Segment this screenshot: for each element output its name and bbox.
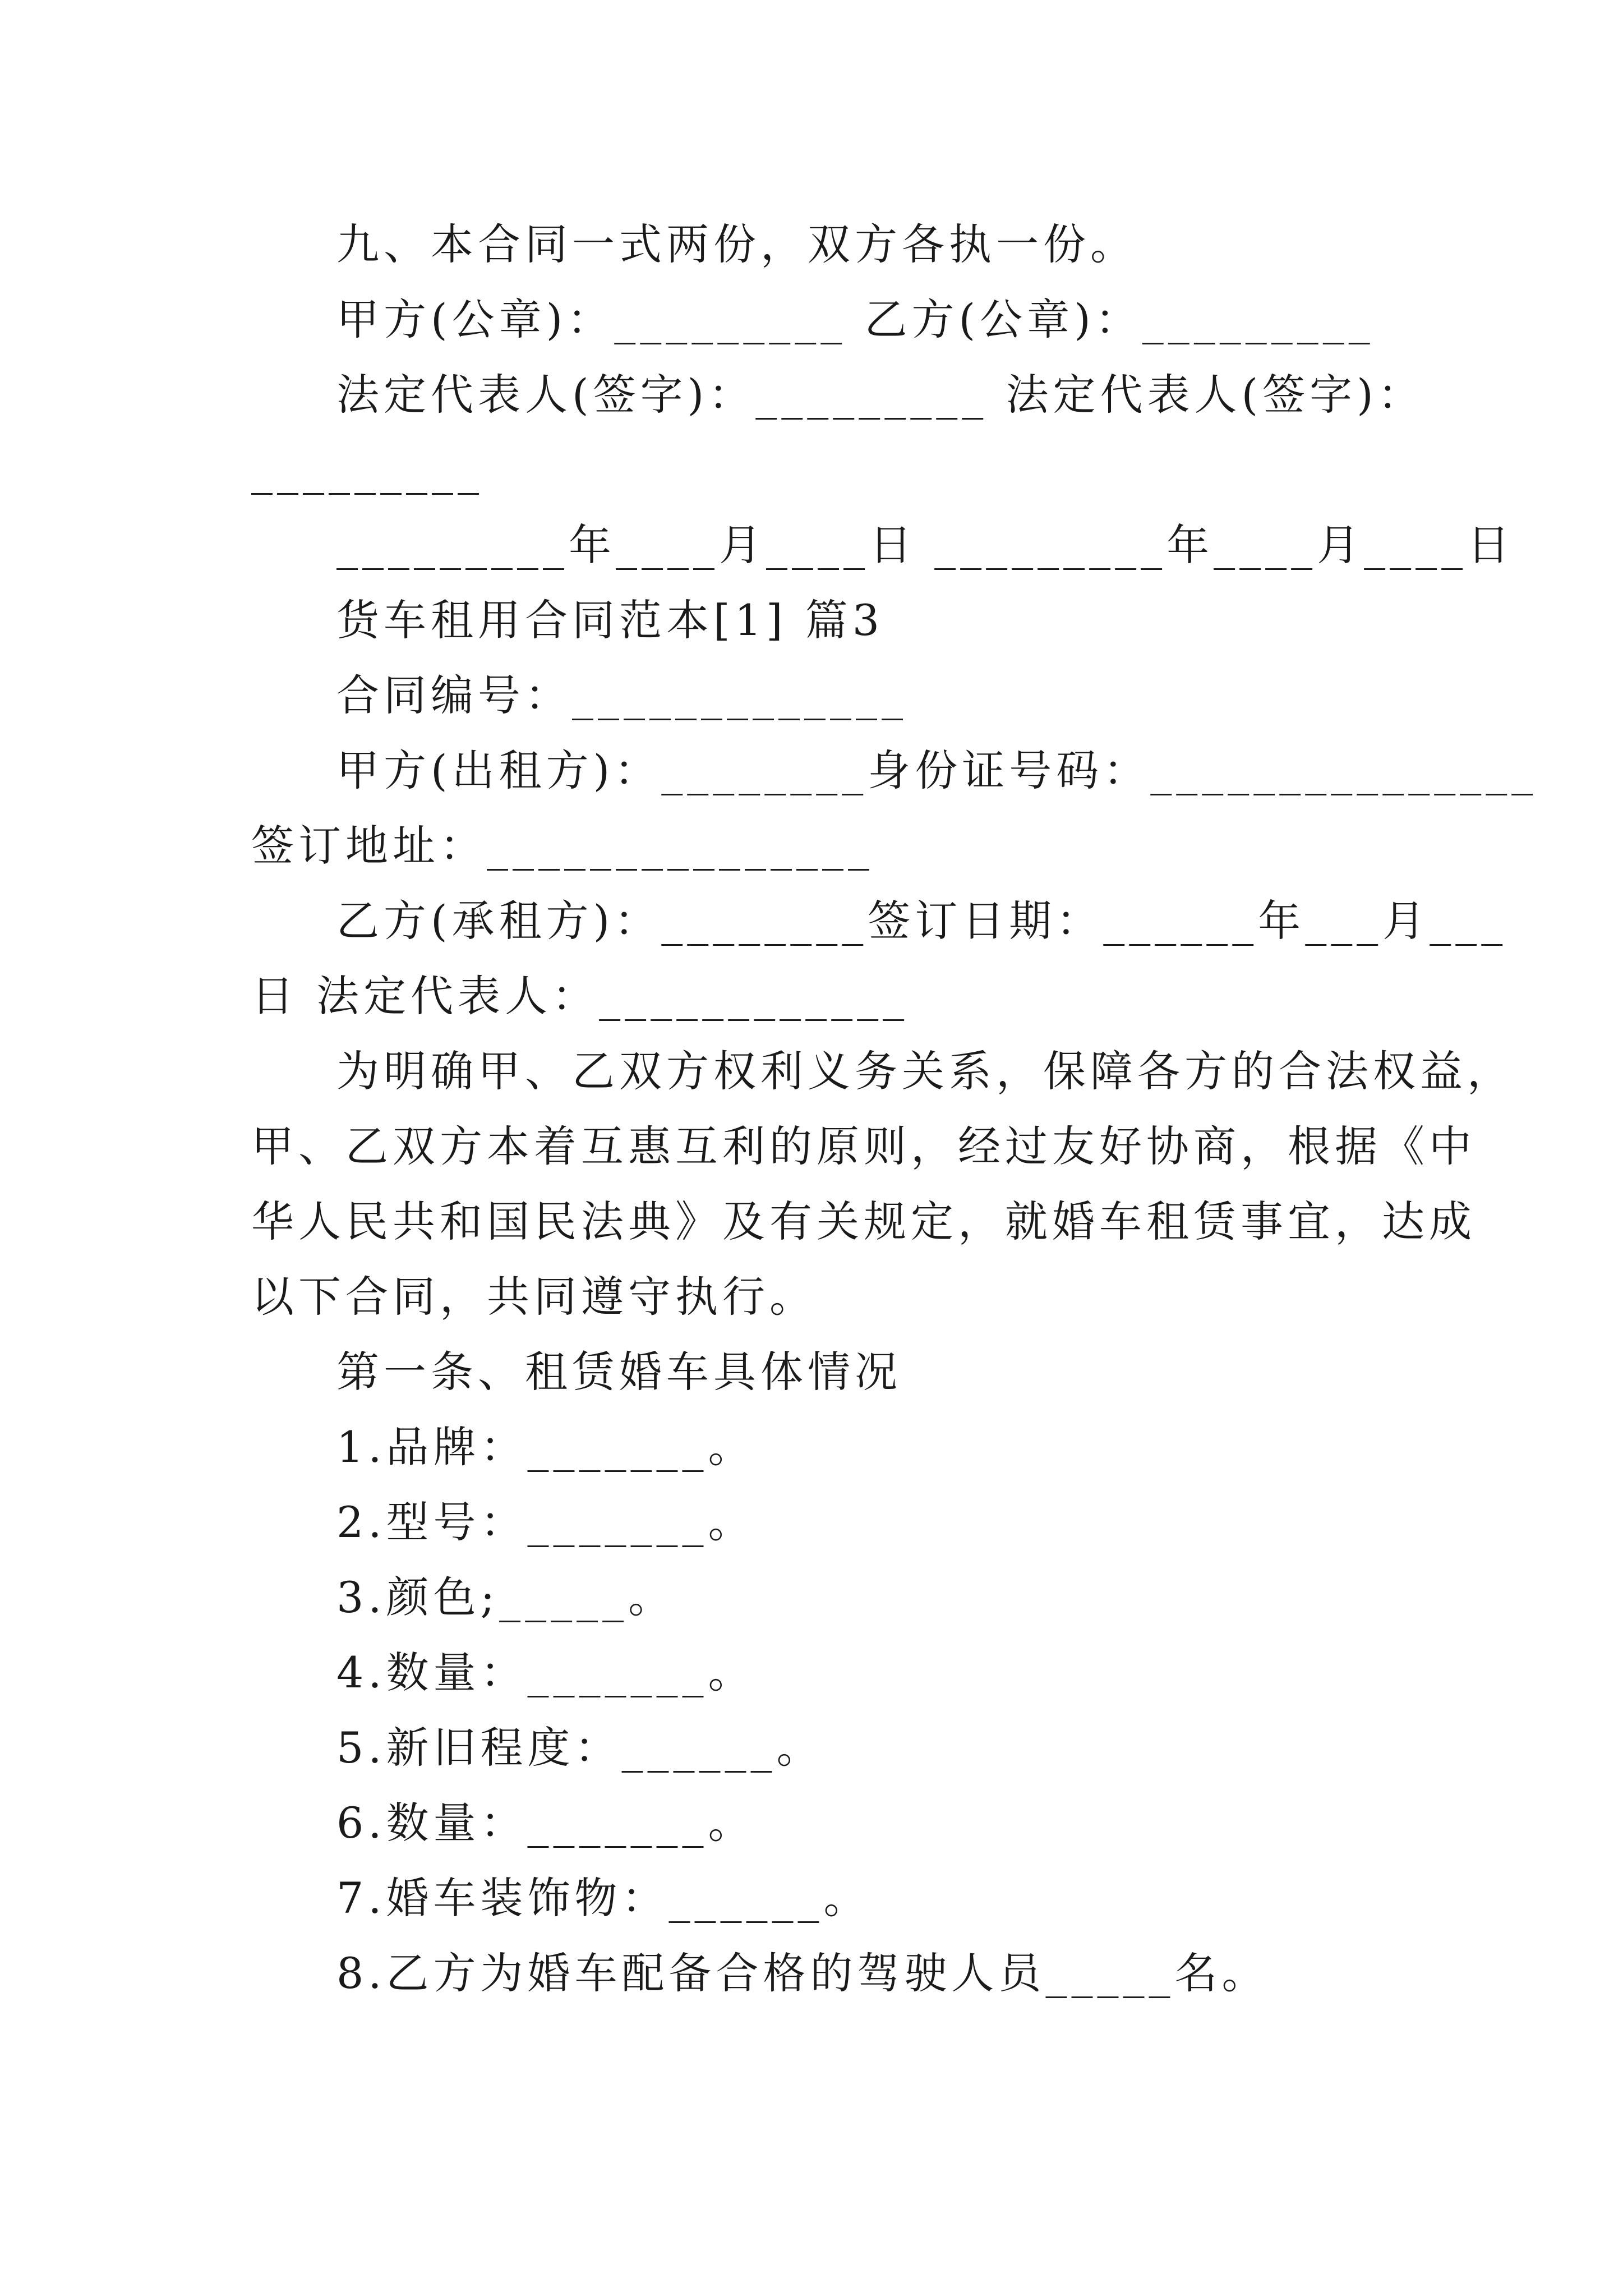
party-b-line: 乙方(承租方)：________签订日期：______年___月___ (336, 896, 1507, 946)
party-seal-line: 甲方(公章)：_________ 乙方(公章)：_________ (336, 295, 1375, 344)
legal-rep-signature-line: 法定代表人(签字)：_________ 法定代表人(签字)： (336, 370, 1425, 420)
preamble-line-4: 以下合同，共同遵守执行。 (251, 1272, 817, 1322)
item-quantity: 4.数量：_______。 (336, 1648, 755, 1697)
item-decorations: 7.婚车装饰物：______。 (336, 1873, 871, 1923)
item-drivers: 8.乙方为婚车配备合格的驾驶人员_____名。 (336, 1948, 1269, 1998)
preamble-line-1: 为明确甲、乙双方权利义务关系，保障各方的合法权益， (336, 1046, 1514, 1096)
party-a-line: 甲方(出租方)：________身份证号码：_______________ (336, 746, 1538, 795)
contract-title: 货车租用合同范本[1] 篇3 (336, 595, 884, 645)
article-one-heading: 第一条、租赁婚车具体情况 (336, 1347, 902, 1397)
contract-number-line: 合同编号：_____________ (336, 670, 907, 720)
item-brand: 1.品牌：_______。 (336, 1422, 755, 1472)
item-color: 3.颜色;_____。 (336, 1572, 676, 1622)
clause-nine: 九、本合同一式两份，双方各执一份。 (336, 219, 1137, 269)
legal-rep-line: 日 法定代表人：____________ (251, 971, 909, 1021)
signing-address-line: 签订地址：_______________ (251, 821, 874, 871)
item-quantity-2: 6.数量：_______。 (336, 1798, 755, 1848)
item-model: 2.型号：_______。 (336, 1497, 755, 1547)
legal-rep-signature-blank: _________ (251, 445, 483, 495)
item-condition: 5.新旧程度：______。 (336, 1723, 824, 1773)
signature-date-line: _________年____月____日 _________年____月____日 (336, 520, 1515, 570)
preamble-line-3: 华人民共和国民法典》及有关规定，就婚车租赁事宜，达成 (251, 1197, 1476, 1246)
preamble-line-2: 甲、乙双方本着互惠互利的原则，经过友好协商，根据《中 (251, 1121, 1476, 1171)
